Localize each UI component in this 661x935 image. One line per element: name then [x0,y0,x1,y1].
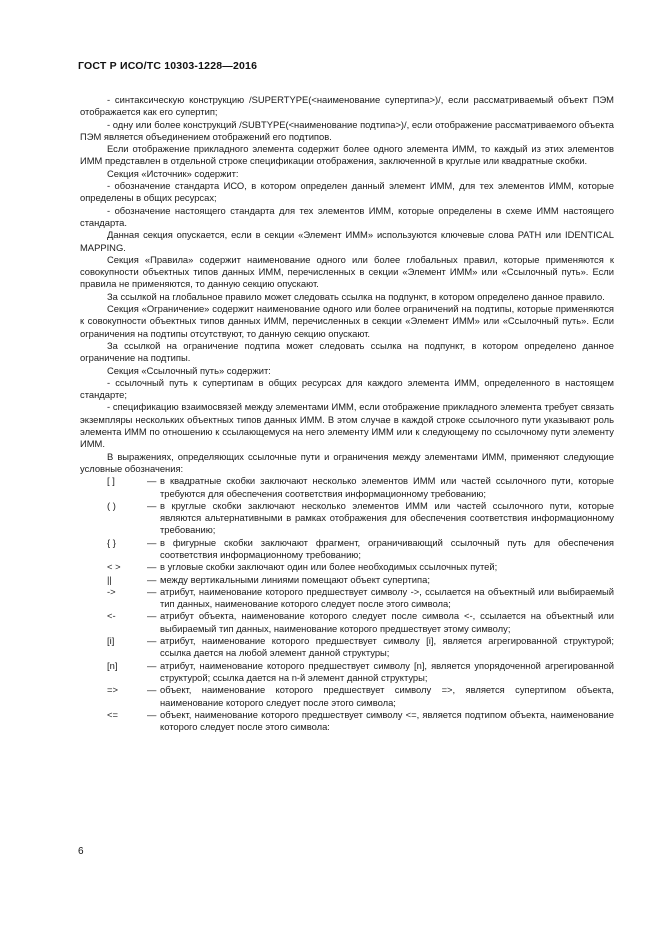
notation-dash: — [147,659,157,671]
paragraph: За ссылкой на ограничение подтипа может следовать ссылка на подпункт, в котором определено данное ограничение на подтипы. [80,339,614,364]
notation-symbol: < > [107,561,121,573]
paragraph: - одну или более конструкций /SUBTYPE(<наименование подтипа>)/, если отображение рассматриваемого объекта ПЭМ является объединением отображений его подтипов. [80,118,614,142]
notation-symbol: ( ) [107,499,116,511]
paragraph: За ссылкой на глобальное правило может следовать ссылка на подпункт, в котором определено данное правило. [107,290,605,302]
notation-symbol: [i] [107,635,115,647]
notation-symbol: || [107,573,112,585]
notation-text: атрибут, наименование которого предшествует символу [i], является агрегированной структурой; ссылка дается на любой элемент данной структуры; [160,635,614,659]
notation-text: между вертикальными линиями помещают объект супертипа; [160,573,430,585]
notation-text: объект, наименование которого предшествует символу =>, является супертипом объекта, наименование которого следует после этого символа; [160,684,614,708]
paragraph: Если отображение прикладного элемента содержит более одного элемента ИММ, то каждый из этих элементов ИММ представлен в отдельной строке спецификации отображения, заключенной в круглые или квадратные скобки. [80,143,614,167]
paragraph: Данная секция опускается, если в секции «Элемент ИММ» используются ключевые слова PATH или IDENTICAL MAPPING. [80,229,614,253]
paragraph: Секция «Ограничение» содержит наименование одного или более ограничений на подтипы, которые применяются к совокупности объектных типов данных ИММ, перечисленных в секции «Элемент ИММ» или «Ссылочный путь». Если ограничения на подтипы отсутствуют, то данную секцию опускают. [80,303,614,339]
paragraph: - спецификацию взаимосвязей между элементами ИММ, если отображение прикладного элемента требует связать экземпляры нескольких объектных типов данных ИММ. В этом случае в каждой строке ссылочного пути указывают роль элемента ИММ по отношению к ссылающемуся на него элементу ИММ или к следующему по ссылочному пути элементу ИММ. [80,401,614,450]
notation-symbol: <= [107,708,118,720]
notation-dash: — [147,684,157,696]
notation-item [80,574,614,586]
notation-symbol: <- [107,610,116,622]
notation-text: объект, наименование которого предшествует символу <=, является подтипом объекта, наименование которого следует после этого символа: [160,708,614,733]
page-number: 6 [78,846,84,857]
paragraph: - обозначение стандарта ИСО, в котором определен данный элемент ИММ, для тех элементов ИММ, которые определены в общих ресурсах; [80,180,614,204]
notation-symbol: => [107,684,118,696]
notation-symbol: [ ] [107,475,115,487]
notation-text: атрибут, наименование которого предшествует символу ->, ссылается на объектный или выбираемый тип данных, наименование которого следует после этого символа; [160,585,614,610]
notation-item [80,586,614,611]
notation-item [80,500,614,537]
notation-item [80,537,614,562]
notation-text: в угловые скобки заключают один или более необходимых ссылочных путей; [160,561,498,573]
notation-dash: — [147,585,157,597]
notation-dash: — [147,708,157,720]
notation-item [80,561,614,573]
notation-item [80,475,614,500]
notation-dash: — [147,610,157,622]
notation-item [80,660,614,685]
notation-item [80,709,614,734]
notation-symbol: [n] [107,659,118,671]
notation-symbol: { } [107,536,116,548]
notation-list [80,475,614,733]
notation-text: в круглые скобки заключают несколько элементов ИММ или частей ссылочного пути, которые являются альтернативными в рамках отображения для обеспечения соответствия информационному требованию; [160,499,614,536]
notation-item [80,610,614,635]
notation-text: в фигурные скобки заключают фрагмент, ограничивающий ссылочный путь для обеспечения соответствия информационному требованию; [160,536,614,560]
notation-text: в квадратные скобки заключают несколько элементов ИММ или частей ссылочного пути, которые требуются для обеспечения соответствия информационному требованию; [160,475,614,499]
body-text [80,94,614,733]
notation-dash: — [147,536,157,548]
notation-item [80,635,614,660]
paragraph: Секция «Правила» содержит наименование одного или более глобальных правил, которые применяются к совокупности объектных типов данных ИММ, перечисленных в секции «Элемент ИММ» или «Ссылочный путь». Если правила не применяются, то данную секцию опускают. [80,253,614,290]
paragraph: - синтаксическую конструкцию /SUPERTYPE(<наименование супертипа>)/, если рассматриваемый объект ПЭМ отображается как его супертип; [80,94,614,118]
notation-item [80,684,614,709]
notation-dash: — [147,573,157,585]
paragraph: Секция «Ссылочный путь» содержит: [107,364,271,376]
paragraph: В выражениях, определяющих ссылочные пути и ограничения между элементами ИММ, применяют следующие условные обозначения: [80,450,614,474]
notation-text: атрибут, наименование которого предшествует символу [n], является упорядоченной агрегированной структурой; ссылка дается на n-й элемент данной структуры; [160,659,614,683]
notation-dash: — [147,475,157,487]
notation-dash: — [147,499,157,511]
notation-dash: — [147,635,157,647]
paragraph: Секция «Источник» содержит: [107,167,239,179]
paragraph: - обозначение настоящего стандарта для тех элементов ИММ, которые определены в схеме ИММ настоящего стандарта. [80,204,614,228]
notation-dash: — [147,561,157,573]
paragraph: - ссылочный путь к супертипам в общих ресурсах для каждого элемента ИММ, определенного в настоящем стандарте; [80,376,614,401]
notation-text: атрибут объекта, наименование которого следует после символа <-, ссылается на объектный или выбираемый тип данных, наименование которого предшествует этому символу; [160,610,614,634]
notation-symbol: -> [107,585,116,597]
page-header: ГОСТ Р ИСО/ТС 10303-1228—2016 [78,60,258,72]
